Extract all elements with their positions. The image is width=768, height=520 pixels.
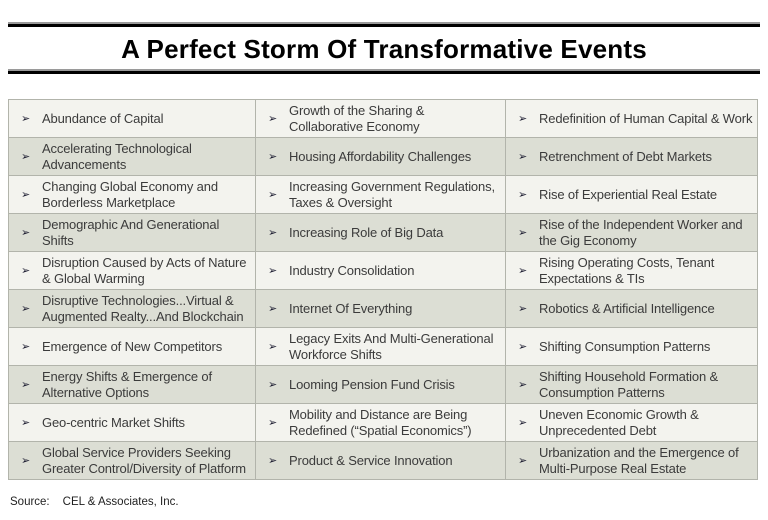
table-cell (9, 404, 256, 442)
table-cell (9, 442, 256, 480)
event-item: Changing Global Economy and Borderless Marketplace (42, 179, 218, 210)
event-item: Uneven Economic Growth & Unprecedented Debt (539, 407, 699, 438)
table-row (9, 366, 758, 404)
table-row (9, 404, 758, 442)
arrow-bullet-icon: ➢ (268, 302, 278, 315)
event-item: Internet Of Everything (289, 300, 413, 316)
table-cell (9, 138, 256, 176)
table-cell (256, 176, 506, 214)
event-item: Rise of Experiential Real Estate (539, 186, 718, 202)
table-cell (256, 138, 506, 176)
arrow-bullet-icon: ➢ (518, 454, 528, 467)
table-row (9, 290, 758, 328)
table-cell (256, 442, 506, 480)
event-item: Robotics & Artificial Intelligence (539, 300, 715, 316)
table-cell (9, 328, 256, 366)
event-item: Housing Affordability Challenges (289, 148, 472, 164)
table-cell (256, 252, 506, 290)
table-cell (9, 176, 256, 214)
event-item: Product & Service Innovation (289, 452, 453, 468)
table-row (9, 176, 758, 214)
event-item: Shifting Consumption Patterns (539, 338, 711, 354)
title-underline-bar (8, 69, 760, 74)
table-cell (256, 366, 506, 404)
table-cell (506, 290, 758, 328)
table-cell (506, 176, 758, 214)
arrow-bullet-icon: ➢ (21, 264, 31, 277)
arrow-bullet-icon: ➢ (518, 378, 528, 391)
arrow-bullet-icon: ➢ (21, 226, 31, 239)
arrow-bullet-icon: ➢ (21, 188, 31, 201)
event-item: Energy Shifts & Emergence of Alternative Options (42, 369, 212, 400)
event-item: Shifting Household Formation & Consumption Patterns (539, 369, 719, 400)
event-item: Industry Consolidation (289, 262, 415, 278)
arrow-bullet-icon: ➢ (21, 340, 31, 353)
arrow-bullet-icon: ➢ (21, 378, 31, 391)
table-cell (506, 404, 758, 442)
table-cell (506, 214, 758, 252)
arrow-bullet-icon: ➢ (21, 416, 31, 429)
arrow-bullet-icon: ➢ (21, 150, 31, 163)
table-row (9, 442, 758, 480)
source-label: Source: (10, 496, 50, 508)
table-row (9, 214, 758, 252)
arrow-bullet-icon: ➢ (268, 340, 278, 353)
table-cell (9, 100, 256, 138)
event-item: Accelerating Technological Advancements (42, 141, 192, 172)
table-cell (506, 100, 758, 138)
arrow-bullet-icon: ➢ (268, 188, 278, 201)
table-cell (506, 366, 758, 404)
table-cell (256, 328, 506, 366)
table-cell (506, 442, 758, 480)
arrow-bullet-icon: ➢ (268, 454, 278, 467)
event-item: Global Service Providers Seeking Greater Control/Diversity of Platform (42, 445, 246, 476)
arrow-bullet-icon: ➢ (21, 112, 31, 125)
table-cell (9, 366, 256, 404)
event-item: Increasing Role of Big Data (289, 224, 444, 240)
table-row (9, 328, 758, 366)
arrow-bullet-icon: ➢ (268, 226, 278, 239)
arrow-bullet-icon: ➢ (518, 226, 528, 239)
event-item: Rise of the Independent Worker and the Gig Economy (539, 217, 743, 248)
event-item: Disruptive Technologies...Virtual & Augmented Realty...And Blockchain (42, 293, 244, 324)
page-title: A Perfect Storm Of Transformative Events (121, 34, 647, 64)
arrow-bullet-icon: ➢ (518, 150, 528, 163)
event-item: Geo-centric Market Shifts (42, 414, 185, 430)
table-cell (256, 290, 506, 328)
arrow-bullet-icon: ➢ (518, 264, 528, 277)
arrow-bullet-icon: ➢ (518, 340, 528, 353)
event-item: Legacy Exits And Multi-Generational Workforce Shifts (289, 331, 494, 362)
table-row (9, 252, 758, 290)
event-item: Increasing Government Regulations, Taxes & Oversight (289, 179, 495, 210)
event-item: Abundance of Capital (42, 110, 164, 126)
events-table (8, 99, 758, 480)
arrow-bullet-icon: ➢ (21, 302, 31, 315)
top-divider-bar (8, 22, 760, 27)
table-cell (9, 252, 256, 290)
arrow-bullet-icon: ➢ (518, 302, 528, 315)
table-row (9, 138, 758, 176)
event-item: Growth of the Sharing & Collaborative Economy (289, 103, 425, 134)
table-cell (506, 328, 758, 366)
arrow-bullet-icon: ➢ (268, 150, 278, 163)
arrow-bullet-icon: ➢ (268, 112, 278, 125)
event-item: Mobility and Distance are Being Redefined (“Spatial Economics”) (289, 407, 472, 438)
arrow-bullet-icon: ➢ (268, 264, 278, 277)
source-value: CEL & Associates, Inc. (62, 496, 179, 508)
table-cell (256, 404, 506, 442)
table-cell (9, 214, 256, 252)
table-cell (256, 100, 506, 138)
table-row (9, 100, 758, 138)
arrow-bullet-icon: ➢ (518, 416, 528, 429)
event-item: Redefinition of Human Capital & Work (539, 110, 753, 126)
arrow-bullet-icon: ➢ (518, 112, 528, 125)
event-item: Retrenchment of Debt Markets (539, 148, 712, 164)
event-item: Disruption Caused by Acts of Nature & Global Warming (42, 255, 247, 286)
source-note (10, 496, 179, 508)
arrow-bullet-icon: ➢ (268, 416, 278, 429)
arrow-bullet-icon: ➢ (518, 188, 528, 201)
table-cell (506, 252, 758, 290)
event-item: Emergence of New Competitors (42, 338, 223, 354)
table-cell (506, 138, 758, 176)
table-cell (256, 214, 506, 252)
event-item: Demographic And Generational Shifts (42, 217, 220, 248)
event-item: Rising Operating Costs, Tenant Expectations & TIs (539, 255, 715, 286)
arrow-bullet-icon: ➢ (21, 454, 31, 467)
event-item: Looming Pension Fund Crisis (289, 376, 455, 392)
arrow-bullet-icon: ➢ (268, 378, 278, 391)
event-item: Urbanization and the Emergence of Multi-Purpose Real Estate (539, 445, 739, 476)
table-cell (9, 290, 256, 328)
